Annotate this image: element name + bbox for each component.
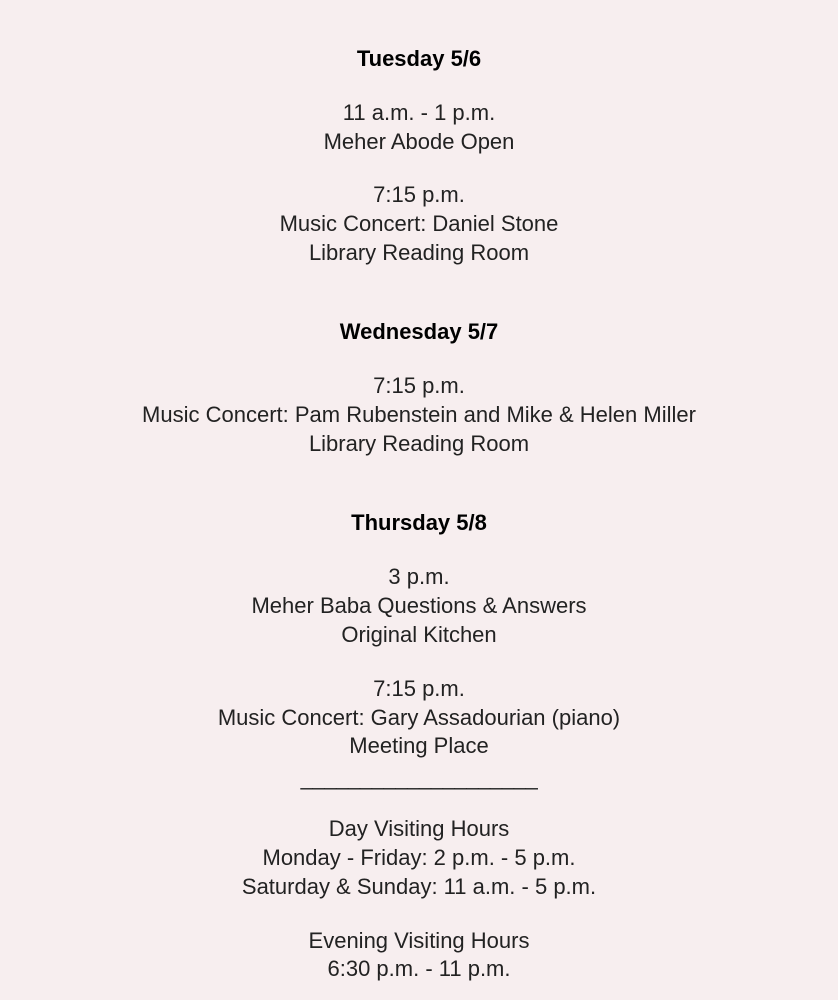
event-time: 7:15 p.m.	[373, 182, 465, 207]
event-title: Meher Abode Open	[323, 129, 515, 154]
event-time: 11 a.m. - 1 p.m.	[342, 100, 496, 125]
day-visiting-hours-weekdays: Monday - Friday: 2 p.m. - 5 p.m.	[262, 845, 576, 870]
event-title: Meher Baba Questions & Answers	[251, 593, 587, 618]
day-heading-tuesday: Tuesday 5/6	[356, 46, 482, 71]
day-heading-thursday: Thursday 5/8	[351, 510, 487, 535]
day-visiting-hours-weekend: Saturday & Sunday: 11 a.m. - 5 p.m.	[241, 874, 597, 899]
event-location: Original Kitchen	[341, 622, 497, 647]
event-time: 7:15 p.m.	[373, 373, 465, 398]
event-title: Music Concert: Gary Assadourian (piano)	[217, 705, 621, 730]
event-location: Meeting Place	[349, 733, 489, 758]
evening-visiting-hours-time: 6:30 p.m. - 11 p.m.	[327, 956, 511, 981]
event-title: Music Concert: Daniel Stone	[279, 211, 559, 236]
day-visiting-hours-title: Day Visiting Hours	[328, 816, 510, 841]
event-time: 3 p.m.	[388, 564, 450, 589]
evening-visiting-hours-title: Evening Visiting Hours	[308, 928, 530, 953]
divider-line: ____________________	[300, 765, 538, 790]
event-time: 7:15 p.m.	[373, 676, 465, 701]
event-location: Library Reading Room	[308, 431, 530, 456]
event-location: Library Reading Room	[308, 240, 530, 265]
event-title: Music Concert: Pam Rubenstein and Mike & Helen Miller	[142, 402, 696, 427]
day-heading-wednesday: Wednesday 5/7	[339, 319, 499, 344]
